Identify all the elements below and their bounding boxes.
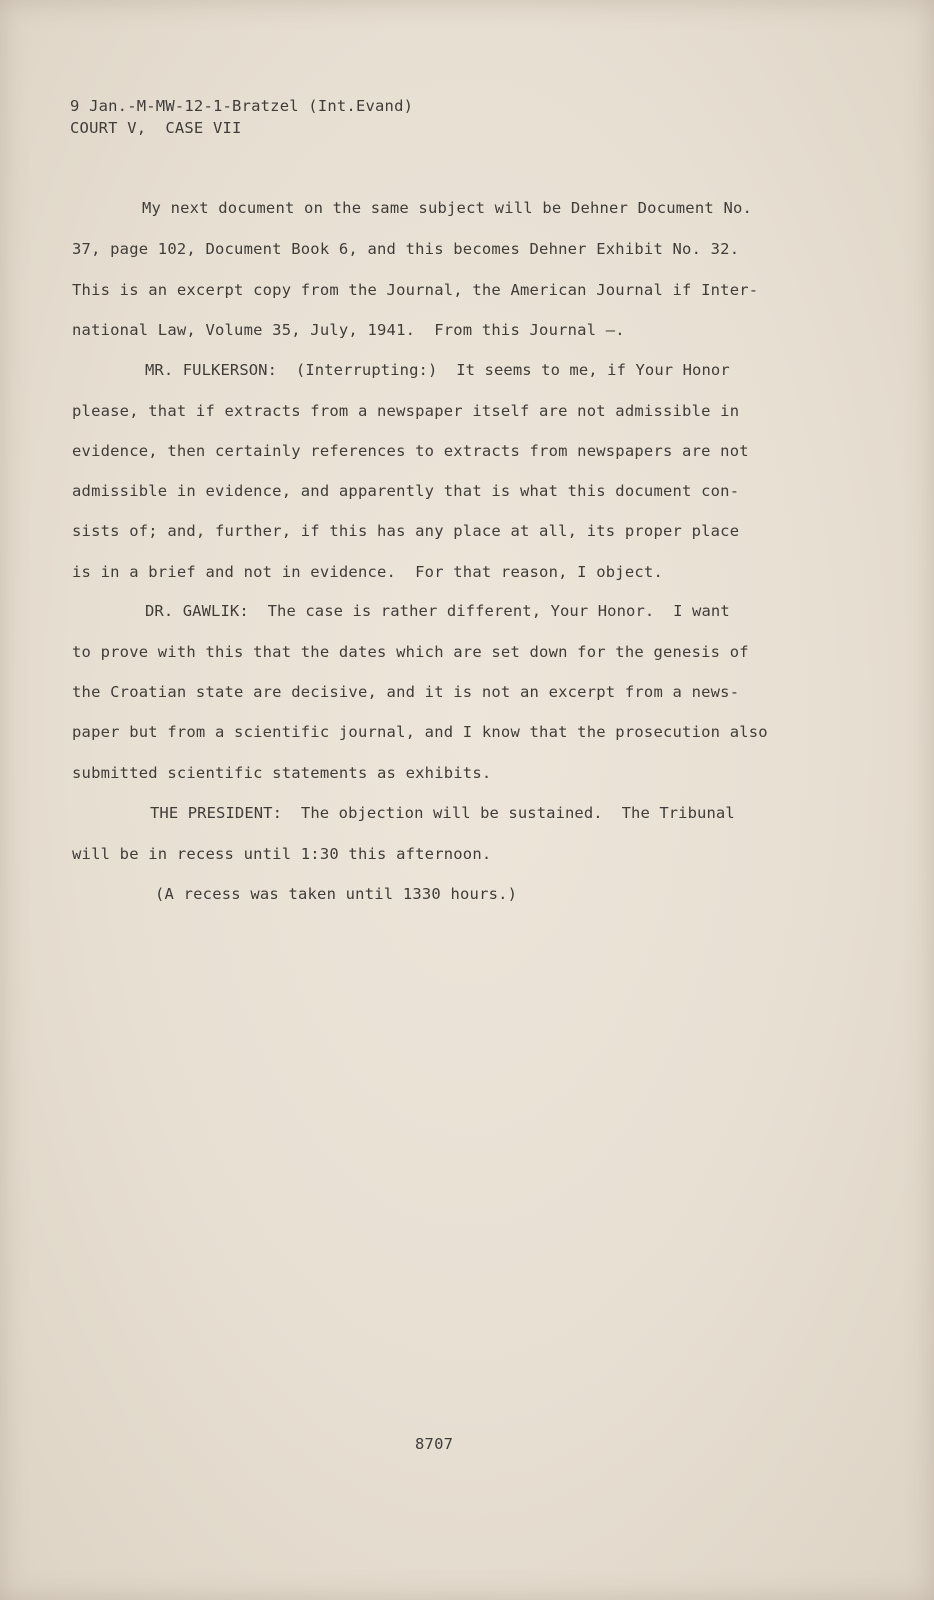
- body-line-7: evidence, then certainly references to extracts from newspapers are not: [72, 442, 749, 460]
- body-line-4: national Law, Volume 35, July, 1941. From this Journal —.: [72, 321, 625, 339]
- body-line-3: This is an excerpt copy from the Journal, the American Journal if Inter-: [72, 281, 759, 299]
- document-header: [70, 95, 413, 139]
- body-line-9: sists of; and, further, if this has any place at all, its proper place: [72, 522, 740, 540]
- body-line-1: My next document on the same subject will be Dehner Document No.: [142, 199, 753, 217]
- body-line-10: is in a brief and not in evidence. For that reason, I object.: [72, 563, 663, 581]
- body-line-16: THE PRESIDENT: The objection will be sustained. The Tribunal: [150, 804, 735, 822]
- page-number: 8707: [415, 1435, 454, 1453]
- body-line-15: submitted scientific statements as exhibits.: [72, 764, 492, 782]
- body-line-6: please, that if extracts from a newspaper itself are not admissible in: [72, 402, 740, 420]
- body-line-11: DR. GAWLIK: The case is rather different, Your Honor. I want: [145, 602, 730, 620]
- body-line-14: paper but from a scientific journal, and I know that the prosecution also: [72, 723, 768, 741]
- body-line-12: to prove with this that the dates which are set down for the genesis of: [72, 643, 749, 661]
- header-line-1: 9 Jan.-M-MW-12-1-Bratzel (Int.Evand): [70, 97, 414, 115]
- header-line-2: COURT V, CASE VII: [70, 119, 242, 137]
- body-line-18: (A recess was taken until 1330 hours.): [155, 885, 518, 903]
- body-line-8: admissible in evidence, and apparently that is what this document con-: [72, 482, 740, 500]
- body-line-13: the Croatian state are decisive, and it is not an excerpt from a news-: [72, 683, 740, 701]
- body-line-17: will be in recess until 1:30 this afternoon.: [72, 845, 492, 863]
- body-line-5: MR. FULKERSON: (Interrupting:) It seems to me, if Your Honor: [145, 361, 730, 379]
- body-line-2: 37, page 102, Document Book 6, and this becomes Dehner Exhibit No. 32.: [72, 240, 740, 258]
